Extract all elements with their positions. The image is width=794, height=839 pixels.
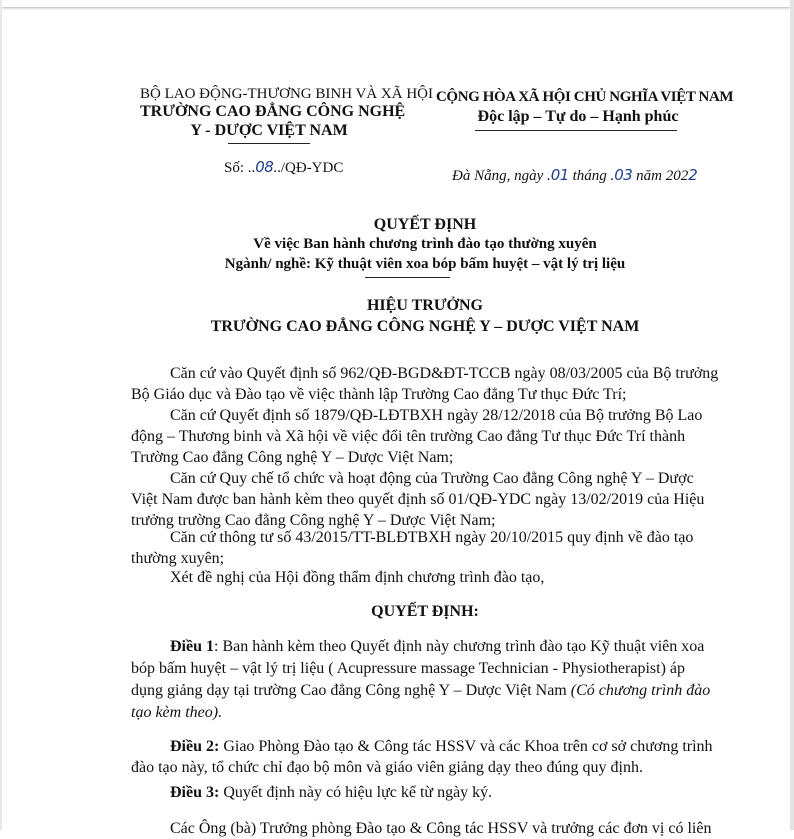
article-1 <box>131 636 721 724</box>
basis-3 <box>131 468 721 531</box>
article-2-label: Điều 2: <box>170 738 220 755</box>
decision-title: QUYẾT ĐỊNH <box>373 216 477 233</box>
closing-line1: Các Ông (bà) Trưởng phòng Đào tạo & Công tác HSSV và trưởng các đơn vị có liên <box>170 820 712 837</box>
article-2-line1: Giao Phòng Đào tạo & Công tác HSSV và các Khoa trên cơ sở chương trình <box>219 738 713 755</box>
article-1-line3: dụng giảng dạy tại trường Cao đẳng Công nghệ Y – Dược Việt Nam <box>131 682 571 699</box>
date-year-handwritten: 2 <box>688 166 698 184</box>
school-name-line2: Y - DƯỢC VIỆT NAM <box>190 122 348 139</box>
basis-2-line2: động – Thương binh và Xã hội về việc đổi tên trường Cao đẳng Tư thục Đức Trí thành <box>131 428 686 445</box>
article-2-line2: đào tạo này, tổ chức chỉ đạo bộ môn và giáo viên giảng dạy theo đúng quy định. <box>131 759 643 776</box>
article-1-line2: bóp bấm huyệt – vật lý trị liệu ( Acupressure massage Technician - Physiotherapist) áp <box>131 660 685 677</box>
date-place-label: Đà Nẵng, ngày . <box>452 168 551 184</box>
basis-4-line2: thường xuyên; <box>131 550 225 567</box>
ministry-name: BỘ LAO ĐỘNG-THƯƠNG BINH VÀ XÃ HỘI <box>140 86 434 102</box>
basis-5-line1: Xét đề nghị của Hội đồng thẩm định chương trình đào tạo, <box>170 569 545 586</box>
national-motto: Độc lập – Tự do – Hạnh phúc <box>477 108 679 125</box>
article-2 <box>131 736 721 778</box>
basis-4-line1: Căn cứ thông tư số 43/2015/TT-BLĐTBXH ngày 20/10/2015 quy định về đào tạo <box>170 529 694 546</box>
article-1-line1: : Ban hành kèm theo Quyết định này chương trình đào tạo Kỹ thuật viên xoa <box>214 638 705 655</box>
document-number <box>224 158 343 177</box>
basis-2 <box>131 405 721 468</box>
basis-3-line1: Căn cứ Quy chế tổ chức và hoạt động của Trường Cao đẳng Công nghệ Y – Dược <box>170 470 694 487</box>
scan-top-edge <box>0 0 794 8</box>
nation-name: CỘNG HÒA XÃ HỘI CHỦ NGHĨA VIỆT NAM <box>436 89 734 105</box>
school-name-line1: TRƯỜNG CAO ĐẲNG CÔNG NGHỆ <box>140 103 406 120</box>
motto-underline <box>475 130 677 131</box>
basis-4 <box>131 527 721 569</box>
number-prefix: Số: .. <box>224 160 256 176</box>
number-suffix: ../QĐ-YDC <box>273 160 344 176</box>
closing-paragraph <box>131 818 721 839</box>
article-3-line1: Quyết định này có hiệu lực kể từ ngày ký. <box>219 784 493 801</box>
article-1-note-end: tạo kèm theo). <box>131 704 223 721</box>
date-year-label: năm 202 <box>632 168 689 184</box>
date-day-handwritten: 01 <box>550 166 569 184</box>
basis-3-line2: Việt Nam được ban hành kèm theo quyết định số 01/QĐ-YDC ngày 13/02/2019 của Hiệu <box>131 491 705 508</box>
decision-subject: Về việc Ban hành chương trình đào tạo thường xuyên <box>253 236 597 252</box>
basis-3-line3: trưởng trường Cao đẳng Công nghệ Y – Dược Việt Nam; <box>131 512 496 529</box>
decision-heading: QUYẾT ĐỊNH: <box>371 603 479 620</box>
article-3-label: Điều 3: <box>170 784 220 801</box>
article-1-note: (Có chương trình đào <box>570 682 711 699</box>
date-month-label: tháng . <box>568 168 615 184</box>
title-underline <box>365 277 450 278</box>
date-month-handwritten: 03 <box>614 166 633 184</box>
number-handwritten: 08 <box>255 158 274 176</box>
basis-1-line2: Bộ Giáo dục và Đào tạo về việc thành lập Trường Cao đẳng Tư thục Đức Trí; <box>131 386 627 403</box>
basis-2-line1: Căn cứ Quyết định số 1879/QĐ-LĐTBXH ngày 28/12/2018 của Bộ trưởng Bộ Lao <box>170 407 703 424</box>
basis-2-line3: Trường Cao đẳng Công nghệ Y – Dược Việt Nam; <box>131 449 454 466</box>
scan-left-edge <box>0 0 2 830</box>
article-1-label: Điều 1 <box>170 638 214 655</box>
school-underline <box>228 143 310 144</box>
article-3 <box>131 782 721 803</box>
authority-school: TRƯỜNG CAO ĐẲNG CÔNG NGHỆ Y – DƯỢC VIỆT NAM <box>210 318 640 335</box>
basis-5 <box>131 567 721 588</box>
basis-1-line1: Căn cứ vào Quyết định số 962/QĐ-BGD&ĐT-TCCB ngày 08/03/2005 của Bộ trưởng <box>170 365 719 382</box>
basis-1 <box>131 363 721 405</box>
date-place <box>452 166 697 185</box>
decision-field: Ngành/ nghề: Kỹ thuật viên xoa bóp bấm huyệt – vật lý trị liệu <box>224 256 626 272</box>
authority-title: HIỆU TRƯỞNG <box>366 297 483 314</box>
scan-right-edge <box>790 0 794 830</box>
